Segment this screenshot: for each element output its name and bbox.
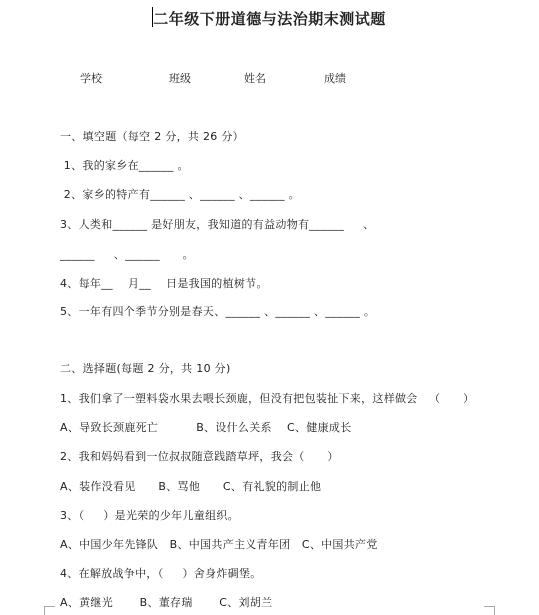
info-score: 成绩 <box>324 72 346 85</box>
fill-question-1: 1、我的家乡在______ 。 <box>60 159 189 172</box>
fill-question-2: 2、家乡的特产有______ 、______ 、______ 。 <box>60 188 300 201</box>
choice-question-1: 1、我们拿了一塑料袋水果去喂长颈鹿，但没有把包装扯下来，这样做会 （ ） <box>60 392 475 405</box>
info-class: 班级 <box>169 72 191 85</box>
info-name: 姓名 <box>244 72 266 85</box>
choice-question-3: 3、（ ）是光荣的少年儿童组织。 <box>60 509 239 522</box>
info-school: 学校 <box>80 72 102 85</box>
section1-heading: 一、填空题（每空 2 分，共 26 分） <box>60 130 244 143</box>
section2-heading: 二、选择题(每题 2 分，共 10 分) <box>60 362 231 375</box>
page-corner-mark-right <box>484 606 495 615</box>
page-title: 二年级下册道德与法治期末测试题 <box>153 10 386 28</box>
fill-question-4: 4、每年__ 月__ 日是我国的植树节。 <box>60 277 268 290</box>
choice-options-2: A、装作没看见 B、骂他 C、有礼貌的制止他 <box>60 480 322 493</box>
choice-options-1: A、导致长颈鹿死亡 B、设什么关系 C、健康成长 <box>60 421 352 434</box>
page-corner-mark-left <box>44 606 55 615</box>
fill-question-3: 3、人类和______ 是好朋友，我知道的有益动物有______ 、 <box>60 218 375 231</box>
choice-options-4: A、黄继光 B、董存瑞 C、刘胡兰 <box>60 596 273 609</box>
choice-question-2: 2、我和妈妈看到一位叔叔随意践踏草坪，我会（ ） <box>60 450 339 463</box>
fill-question-5: 5、一年有四个季节分别是春天、______ 、______ 、______ 。 <box>60 305 376 318</box>
choice-question-4: 4、在解放战争中，（ ）舍身炸碉堡。 <box>60 567 262 580</box>
choice-options-3: A、中国少年先锋队 B、中国共产主义青年团 C、中国共产党 <box>60 538 378 551</box>
fill-question-3-cont: ______ 、______ 。 <box>60 248 194 261</box>
